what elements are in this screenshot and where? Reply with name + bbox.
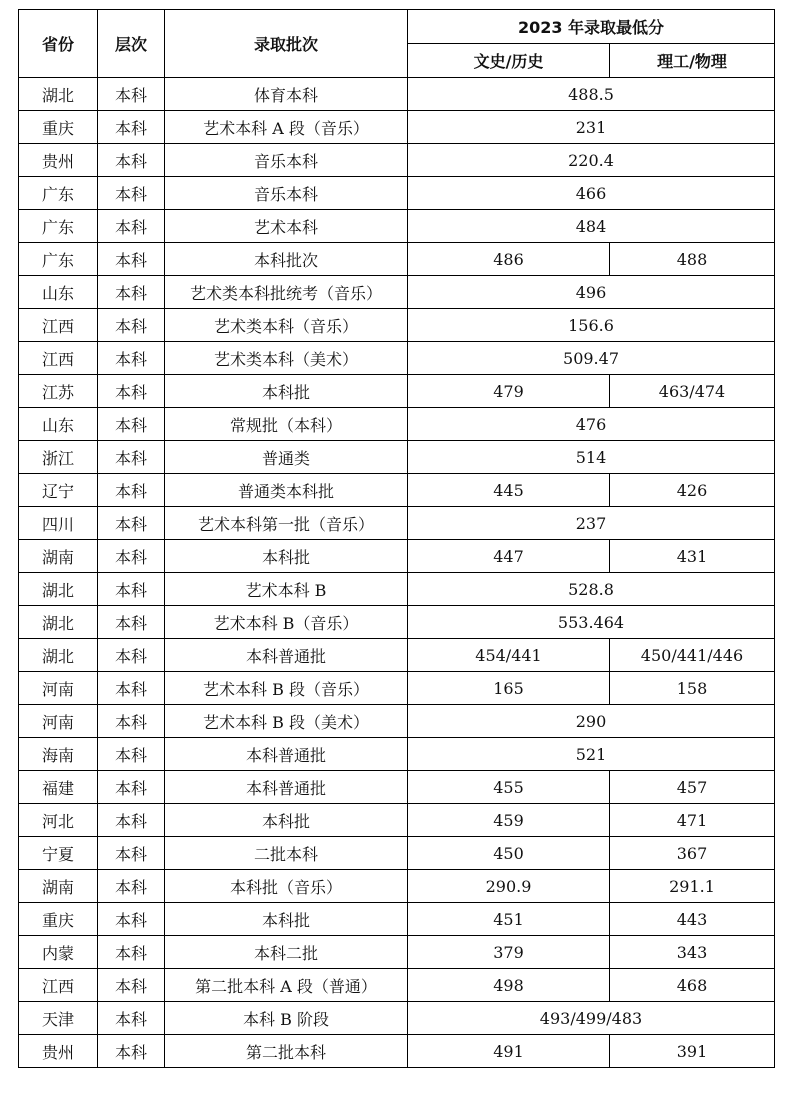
cell-score-liberal: 479 <box>408 375 610 408</box>
cell-level: 本科 <box>98 309 165 342</box>
cell-batch: 本科批 <box>165 375 408 408</box>
table-row <box>19 573 775 606</box>
header-level: 层次 <box>98 10 165 78</box>
cell-batch: 本科批 <box>165 903 408 936</box>
cell-score-science: 426 <box>610 474 775 507</box>
cell-level: 本科 <box>98 936 165 969</box>
cell-level: 本科 <box>98 540 165 573</box>
table-body <box>19 78 775 1068</box>
cell-batch: 普通类 <box>165 441 408 474</box>
cell-score-science: 431 <box>610 540 775 573</box>
cell-level: 本科 <box>98 243 165 276</box>
cell-score-merged: 466 <box>408 177 775 210</box>
cell-province: 湖南 <box>19 540 98 573</box>
cell-score-merged: 493/499/483 <box>408 1002 775 1035</box>
cell-score-science: 158 <box>610 672 775 705</box>
cell-batch: 本科批（音乐） <box>165 870 408 903</box>
cell-score-merged: 231 <box>408 111 775 144</box>
cell-score-liberal: 486 <box>408 243 610 276</box>
cell-level: 本科 <box>98 969 165 1002</box>
cell-level: 本科 <box>98 276 165 309</box>
cell-score-science: 291.1 <box>610 870 775 903</box>
table-row <box>19 111 775 144</box>
cell-batch: 本科普通批 <box>165 639 408 672</box>
cell-batch: 本科普通批 <box>165 738 408 771</box>
cell-score-merged: 237 <box>408 507 775 540</box>
cell-batch: 艺术本科第一批（音乐） <box>165 507 408 540</box>
table-row <box>19 837 775 870</box>
cell-batch: 艺术类本科（美术） <box>165 342 408 375</box>
cell-batch: 音乐本科 <box>165 144 408 177</box>
header-science: 理工/物理 <box>610 44 775 78</box>
cell-score-science: 450/441/446 <box>610 639 775 672</box>
table-row <box>19 408 775 441</box>
cell-province: 宁夏 <box>19 837 98 870</box>
cell-batch: 第二批本科 A 段（普通） <box>165 969 408 1002</box>
cell-province: 贵州 <box>19 1035 98 1068</box>
cell-level: 本科 <box>98 804 165 837</box>
table-row <box>19 342 775 375</box>
table-row <box>19 738 775 771</box>
cell-batch: 体育本科 <box>165 78 408 111</box>
cell-province: 广东 <box>19 177 98 210</box>
cell-province: 河北 <box>19 804 98 837</box>
cell-batch: 音乐本科 <box>165 177 408 210</box>
cell-level: 本科 <box>98 837 165 870</box>
cell-score-science: 463/474 <box>610 375 775 408</box>
cell-score-merged: 488.5 <box>408 78 775 111</box>
cell-batch: 艺术本科 B 段（美术） <box>165 705 408 738</box>
cell-score-merged: 156.6 <box>408 309 775 342</box>
cell-batch: 第二批本科 <box>165 1035 408 1068</box>
cell-level: 本科 <box>98 375 165 408</box>
cell-score-science: 471 <box>610 804 775 837</box>
cell-province: 江苏 <box>19 375 98 408</box>
cell-province: 河南 <box>19 705 98 738</box>
cell-batch: 艺术本科 <box>165 210 408 243</box>
cell-score-merged: 290 <box>408 705 775 738</box>
cell-score-liberal: 379 <box>408 936 610 969</box>
table-row <box>19 177 775 210</box>
cell-score-liberal: 450 <box>408 837 610 870</box>
table-row <box>19 969 775 1002</box>
table-row <box>19 243 775 276</box>
table-row <box>19 672 775 705</box>
cell-score-liberal: 459 <box>408 804 610 837</box>
table-row <box>19 804 775 837</box>
cell-level: 本科 <box>98 573 165 606</box>
cell-province: 广东 <box>19 243 98 276</box>
table-row <box>19 639 775 672</box>
cell-score-merged: 521 <box>408 738 775 771</box>
cell-batch: 艺术类本科批统考（音乐） <box>165 276 408 309</box>
table-row <box>19 474 775 507</box>
cell-province: 福建 <box>19 771 98 804</box>
cell-level: 本科 <box>98 672 165 705</box>
cell-province: 湖北 <box>19 573 98 606</box>
cell-score-liberal: 455 <box>408 771 610 804</box>
cell-province: 湖南 <box>19 870 98 903</box>
cell-level: 本科 <box>98 705 165 738</box>
table-row <box>19 771 775 804</box>
cell-level: 本科 <box>98 771 165 804</box>
cell-level: 本科 <box>98 639 165 672</box>
cell-province: 江西 <box>19 309 98 342</box>
cell-batch: 普通类本科批 <box>165 474 408 507</box>
cell-score-merged: 514 <box>408 441 775 474</box>
cell-score-liberal: 498 <box>408 969 610 1002</box>
cell-province: 湖北 <box>19 639 98 672</box>
cell-score-science: 488 <box>610 243 775 276</box>
cell-batch: 常规批（本科） <box>165 408 408 441</box>
table-row <box>19 309 775 342</box>
cell-province: 广东 <box>19 210 98 243</box>
cell-level: 本科 <box>98 1035 165 1068</box>
header-liberal: 文史/历史 <box>408 44 610 78</box>
cell-level: 本科 <box>98 507 165 540</box>
cell-level: 本科 <box>98 342 165 375</box>
table-row <box>19 276 775 309</box>
table-row <box>19 507 775 540</box>
header-score-group: 2023 年录取最低分 <box>408 10 775 44</box>
table-row <box>19 936 775 969</box>
cell-province: 内蒙 <box>19 936 98 969</box>
cell-score-liberal: 491 <box>408 1035 610 1068</box>
cell-batch: 艺术本科 B 段（音乐） <box>165 672 408 705</box>
cell-score-science: 367 <box>610 837 775 870</box>
cell-batch: 二批本科 <box>165 837 408 870</box>
cell-score-liberal: 165 <box>408 672 610 705</box>
cell-province: 湖北 <box>19 78 98 111</box>
cell-level: 本科 <box>98 606 165 639</box>
cell-level: 本科 <box>98 474 165 507</box>
cell-batch: 艺术本科 B <box>165 573 408 606</box>
cell-score-science: 343 <box>610 936 775 969</box>
cell-level: 本科 <box>98 78 165 111</box>
cell-batch: 本科二批 <box>165 936 408 969</box>
table-row <box>19 903 775 936</box>
cell-score-science: 457 <box>610 771 775 804</box>
header-batch: 录取批次 <box>165 10 408 78</box>
table-row <box>19 1035 775 1068</box>
cell-batch: 艺术类本科（音乐） <box>165 309 408 342</box>
table-row <box>19 375 775 408</box>
cell-province: 河南 <box>19 672 98 705</box>
cell-province: 辽宁 <box>19 474 98 507</box>
cell-score-merged: 509.47 <box>408 342 775 375</box>
cell-province: 山东 <box>19 276 98 309</box>
cell-batch: 本科批 <box>165 540 408 573</box>
cell-level: 本科 <box>98 1002 165 1035</box>
cell-province: 海南 <box>19 738 98 771</box>
cell-batch: 本科普通批 <box>165 771 408 804</box>
cell-province: 江西 <box>19 342 98 375</box>
cell-province: 湖北 <box>19 606 98 639</box>
cell-score-liberal: 447 <box>408 540 610 573</box>
cell-province: 浙江 <box>19 441 98 474</box>
cell-score-liberal: 451 <box>408 903 610 936</box>
table-row <box>19 606 775 639</box>
cell-level: 本科 <box>98 903 165 936</box>
table-row <box>19 441 775 474</box>
cell-level: 本科 <box>98 870 165 903</box>
cell-province: 贵州 <box>19 144 98 177</box>
table-row <box>19 144 775 177</box>
cell-province: 重庆 <box>19 111 98 144</box>
cell-level: 本科 <box>98 738 165 771</box>
cell-score-liberal: 445 <box>408 474 610 507</box>
cell-batch: 本科批次 <box>165 243 408 276</box>
cell-province: 山东 <box>19 408 98 441</box>
table-row <box>19 870 775 903</box>
cell-score-science: 443 <box>610 903 775 936</box>
cell-score-science: 468 <box>610 969 775 1002</box>
table-row <box>19 210 775 243</box>
cell-level: 本科 <box>98 111 165 144</box>
table-row <box>19 78 775 111</box>
cell-batch: 本科 B 阶段 <box>165 1002 408 1035</box>
table-row <box>19 1002 775 1035</box>
header-province: 省份 <box>19 10 98 78</box>
cell-score-merged: 484 <box>408 210 775 243</box>
cell-batch: 艺术本科 A 段（音乐） <box>165 111 408 144</box>
cell-score-merged: 220.4 <box>408 144 775 177</box>
cell-batch: 艺术本科 B（音乐） <box>165 606 408 639</box>
cell-level: 本科 <box>98 177 165 210</box>
cell-score-science: 391 <box>610 1035 775 1068</box>
admission-score-table <box>18 9 775 1068</box>
cell-province: 天津 <box>19 1002 98 1035</box>
cell-score-liberal: 290.9 <box>408 870 610 903</box>
cell-score-liberal: 454/441 <box>408 639 610 672</box>
cell-level: 本科 <box>98 144 165 177</box>
cell-level: 本科 <box>98 210 165 243</box>
cell-score-merged: 528.8 <box>408 573 775 606</box>
table-row <box>19 705 775 738</box>
cell-province: 重庆 <box>19 903 98 936</box>
cell-score-merged: 553.464 <box>408 606 775 639</box>
cell-province: 江西 <box>19 969 98 1002</box>
cell-score-merged: 496 <box>408 276 775 309</box>
cell-score-merged: 476 <box>408 408 775 441</box>
table-row <box>19 540 775 573</box>
cell-province: 四川 <box>19 507 98 540</box>
cell-batch: 本科批 <box>165 804 408 837</box>
cell-level: 本科 <box>98 408 165 441</box>
cell-level: 本科 <box>98 441 165 474</box>
